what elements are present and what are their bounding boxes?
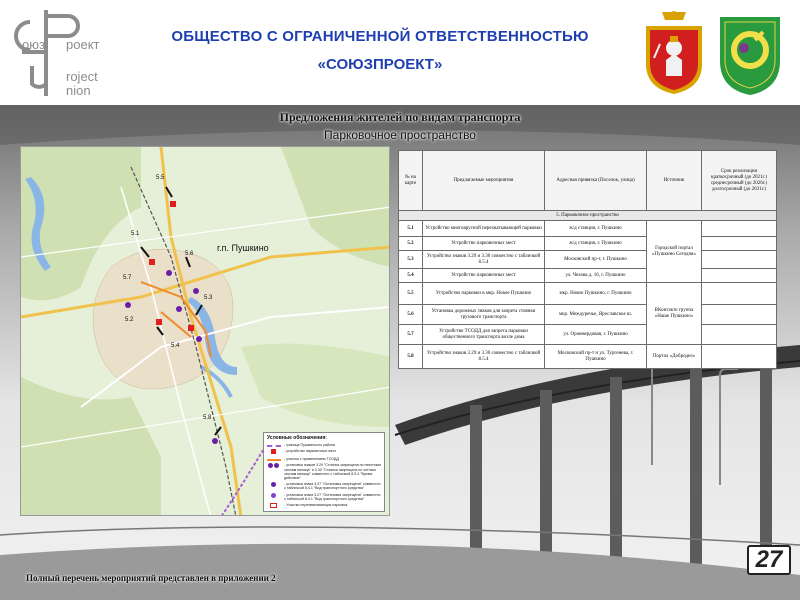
- row-address: Московский пр-т и ул. Тургенева, г. Пушкино: [545, 345, 647, 369]
- map-point-label: 5.2: [125, 317, 134, 323]
- legend-row: [267, 493, 381, 501]
- boundary-line-icon: [267, 445, 281, 447]
- row-term: [702, 345, 777, 369]
- table-row: [399, 345, 777, 369]
- row-address: мкр. Междуречье, Ярославское ш.: [545, 305, 647, 325]
- table-row: [399, 305, 777, 325]
- slide-title: Предложения жителей по видам транспорта: [279, 110, 521, 124]
- table-row: [399, 269, 777, 283]
- row-measure: Устройство многоярусной перехватывающей парковки: [423, 221, 545, 237]
- company-name-line1: ОБЩЕСТВО С ОГРАНИЧЕННОЙ ОТВЕТСТВЕННОСТЬЮ: [171, 28, 589, 45]
- pushkino-map: [20, 146, 390, 516]
- row-address: ул. Оржевердовая, г. Пушкино: [545, 325, 647, 345]
- column-header: Адресная привязка (Поселок, улица): [545, 151, 647, 211]
- row-term: [702, 269, 777, 283]
- legend-text: - устройство парковочных мест: [284, 449, 337, 454]
- legend-text: - граница Пушкинского района: [284, 443, 336, 447]
- column-header: Срок реализации краткосрочный (до 2021г.) среднесрочный (до 2026г.) долгосрочный (до 2031г.): [702, 151, 777, 211]
- row-term: [702, 283, 777, 305]
- company-name-line2: «СОЮЗПРОЕКТ»: [317, 56, 443, 73]
- row-number: 5.6: [399, 305, 423, 325]
- slide-subtitle: Парковочное пространство: [324, 128, 476, 142]
- table-row: [399, 325, 777, 345]
- row-address: мкр. Новое Пушкино, г. Пушкино: [545, 283, 647, 305]
- row-number: 5.2: [399, 237, 423, 251]
- legend-text: - установка знака 3.27 "Остановка запрещена" совместно с табличкой 8.4.1 "Вид транспортного средства": [284, 492, 381, 501]
- legend-row: [267, 443, 381, 447]
- table-row: [399, 221, 777, 237]
- row-number: 5.5: [399, 283, 423, 305]
- soyuzproekt-logo-icon: [8, 4, 108, 100]
- map-point-label: 5.1: [131, 231, 140, 237]
- row-term: [702, 325, 777, 345]
- proposals-table: [398, 150, 776, 369]
- legend-row: [267, 463, 381, 480]
- map-point-label: 5.7: [123, 275, 132, 281]
- legend-row: [267, 503, 381, 509]
- logo-word-2: роект: [66, 37, 100, 52]
- row-term: [702, 221, 777, 237]
- section-title: 5. Парковочное пространство: [399, 211, 777, 221]
- column-header: № на карте: [399, 151, 423, 211]
- row-number: 5.4: [399, 269, 423, 283]
- table-row: [399, 237, 777, 251]
- row-source: Городской портал «Пушкино Сегодня»: [647, 221, 702, 283]
- row-address: ул. Чехова д. 16, г. Пушкино: [545, 269, 647, 283]
- legend-title: Условные обозначения:: [267, 435, 327, 441]
- row-measure: Устройство парковочных мест: [423, 269, 545, 283]
- legend-row: [267, 482, 381, 490]
- column-header: Источник: [647, 151, 702, 211]
- row-term: [702, 251, 777, 269]
- logo-word-1: оюз: [22, 37, 45, 52]
- row-measure: Устройство ТСОДД для запрета парковки общественного транспорта возле дома: [423, 325, 545, 345]
- table-section-row: [399, 211, 777, 221]
- slide-header: [0, 0, 800, 105]
- legend-text: - Участки перехватывающих парковок: [284, 503, 348, 508]
- map-point-label: 5.5: [156, 175, 165, 181]
- footer-note: Полный перечень мероприятий представлен в приложении 2: [26, 573, 276, 583]
- proposals-table-grid: [398, 150, 777, 369]
- map-point-label: 5.4: [171, 343, 180, 349]
- row-number: 5.7: [399, 325, 423, 345]
- sign-3-27-icon: [267, 482, 281, 488]
- logo-word-3: roject: [66, 69, 98, 84]
- table-row: [399, 251, 777, 269]
- map-point-label: 5.8: [203, 415, 212, 421]
- row-measure: Устройство знаков 3.29 и 3.30 совместно с табличкой 8.5.4: [423, 251, 545, 269]
- row-address: Московский пр-т, г. Пушкино: [545, 251, 647, 269]
- legend-text: - установка знака 3.27 "Остановка запрещена" совместно с табличкой 8.4.1 "Вид транспортного средства": [284, 482, 381, 491]
- row-measure: Устройство знаков 3.29 и 3.30 совместно с табличкой 8.5.4: [423, 345, 545, 369]
- row-term: [702, 305, 777, 325]
- row-measure: Устройство парковочных мест: [423, 237, 545, 251]
- map-point-label: 5.3: [204, 295, 213, 301]
- column-header: Предлагаемые мероприятия: [423, 151, 545, 211]
- row-source: Портал «Добродел»: [647, 345, 702, 369]
- tsodd-line-icon: [267, 459, 281, 461]
- moscow-oblast-coat-of-arms-icon: [640, 8, 708, 98]
- row-measure: Устройство парковки в мкр. Новое Пушкино: [423, 283, 545, 305]
- logo-word-4: nion: [66, 83, 91, 98]
- sign-3-29-icon: [267, 463, 281, 469]
- intercept-parking-icon: [267, 503, 281, 509]
- page-number: 27: [755, 546, 783, 573]
- table-header-row: [399, 151, 777, 211]
- pushkino-coat-of-arms-icon: [717, 14, 783, 98]
- row-number: 5.8: [399, 345, 423, 369]
- map-town-label: г.п. Пушкино: [217, 243, 269, 253]
- soyuzproekt-logo: [8, 4, 108, 100]
- table-row: [399, 283, 777, 305]
- map-point-label: 5.6: [185, 251, 194, 257]
- legend-text: - установка знаков 3.29 "Стоянка запрещена по нечетным числам месяца" и 3.30 "Стоянка запрещена по четным числам месяца" совместно с табличкой 8.5.4 "Время действия": [284, 463, 381, 481]
- sign-3-27-icon: [267, 493, 281, 499]
- row-address: ж/д станция, г. Пушкино: [545, 221, 647, 237]
- map-legend: [263, 432, 385, 512]
- row-term: [702, 237, 777, 251]
- row-address: ж/д станция, г. Пушкино: [545, 237, 647, 251]
- legend-text: - участки с применением ТСОДД: [284, 457, 339, 462]
- row-number: 5.3: [399, 251, 423, 269]
- row-number: 5.1: [399, 221, 423, 237]
- row-source: ВКонтакте группа «Наше Пушкино»: [647, 283, 702, 345]
- legend-row: [267, 449, 381, 455]
- legend-row: [267, 457, 381, 461]
- parking-marker-icon: [267, 449, 281, 455]
- row-measure: Установка дорожных знаков для запрета стоянки грузового транспорта: [423, 305, 545, 325]
